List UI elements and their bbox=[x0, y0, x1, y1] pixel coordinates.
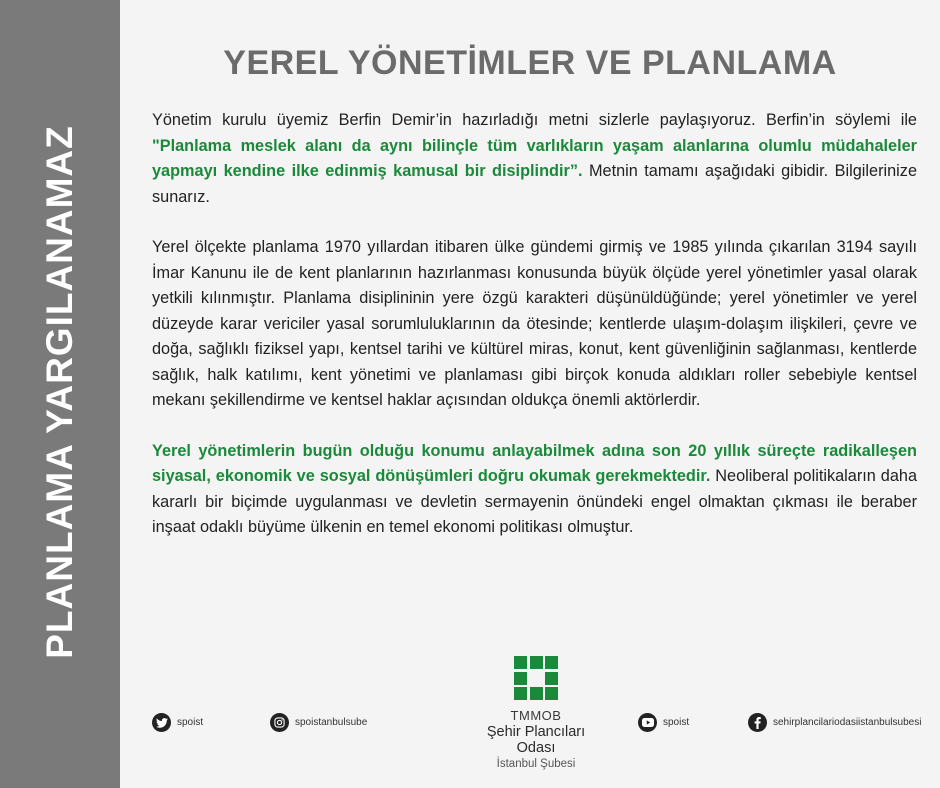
youtube-icon bbox=[638, 713, 657, 732]
paragraph-conclusion-tail: Neoliberal politikaların daha kararlı bir biçimde uygulanması ve devletin sermayenin önündeki engel olmaktan çıkması ile beraber inşaat odaklı büyüme ülkenin en temel ekonomi politikası olmuştur. bbox=[152, 467, 917, 536]
logo-grid-icon bbox=[514, 656, 558, 700]
paragraph-intro-tail: Metnin tamamı aşağıdaki gibidir. Bilgilerinize sunarız. bbox=[152, 162, 917, 206]
twitter-handle: spoist bbox=[177, 717, 204, 728]
conclusion-highlight: Yerel yönetimlerin bugün olduğu konumu anlayabilmek adına son 20 yıllık süreçte radikalleşen siyasal, ekonomik ve sosyal dönüşümleri doğru okumak gerekmektedir. bbox=[152, 441, 917, 485]
social-facebook[interactable] bbox=[748, 713, 921, 732]
paragraph-intro bbox=[152, 108, 917, 210]
page-title: YEREL YÖNETİMLER VE PLANLAMA bbox=[223, 44, 837, 82]
instagram-handle: spoistanbulsube bbox=[295, 717, 368, 728]
logo-branch: İstanbul Şubesi bbox=[496, 758, 576, 770]
article-body bbox=[152, 108, 917, 566]
sidebar-label: PLANLAMA YARGILANAMAZ bbox=[39, 125, 80, 659]
logo-org: TMMOB bbox=[510, 708, 562, 723]
twitter-icon bbox=[152, 713, 171, 732]
social-instagram[interactable] bbox=[270, 713, 367, 732]
paragraph-intro-lead: Yönetim kurulu üyemiz Berfin Demir’in hazırladığı metni sizlerle paylaşıyoruz. Berfin’in söylemi ile bbox=[152, 111, 917, 129]
facebook-icon bbox=[748, 713, 767, 732]
tmmob-logo bbox=[466, 656, 606, 770]
social-twitter[interactable] bbox=[152, 713, 203, 732]
paragraph-conclusion bbox=[152, 439, 917, 541]
paragraph-body: Yerel ölçekte planlama 1970 yıllardan itibaren ülke gündemi girmiş ve 1985 yılında çıkarılan 3194 sayılı İmar Kanunu ile de kent planlarının hazırlanması konusunda büyük ölçüde yerel yönetimler yasal olarak yetkili kılınmıştır. Planlama disiplininin yere özgü karakteri düşünüldüğünde; yerel yönetimler ve yerel düzeyde karar vericiler yasal sorumluluklarının da ötesinde; kentlerde ulaşım-dolaşım ilişkileri, çevre ve doğa, sağlıklı fiziksel yapı, kentsel tarihi ve kültürel miras, konut, kent güvenliğinin sağlanması, kentlerde sağlık, halk katılımı, kent yönetimi ve planlaması gibi birçok konuda aldıkları roller sebebiyle kentsel mekanı şekillendirme ve kentsel haklar açısından oldukça önemli aktörlerdir. bbox=[152, 238, 917, 409]
social-youtube[interactable] bbox=[638, 713, 689, 732]
facebook-handle: sehirplancilariodasiistanbulsubesi bbox=[773, 717, 922, 728]
logo-chamber: Şehir Plancıları Odası bbox=[486, 724, 586, 756]
instagram-icon bbox=[270, 713, 289, 732]
sidebar-banner bbox=[0, 0, 120, 788]
quote-highlight: "Planlama meslek alanı da aynı bilinçle tüm varlıkların yaşam alanlarına olumlu müdahaleler yapmayı kendine ilke edinmiş kamusal bir disiplindir”. bbox=[152, 136, 917, 180]
youtube-handle: spoist bbox=[663, 717, 690, 728]
